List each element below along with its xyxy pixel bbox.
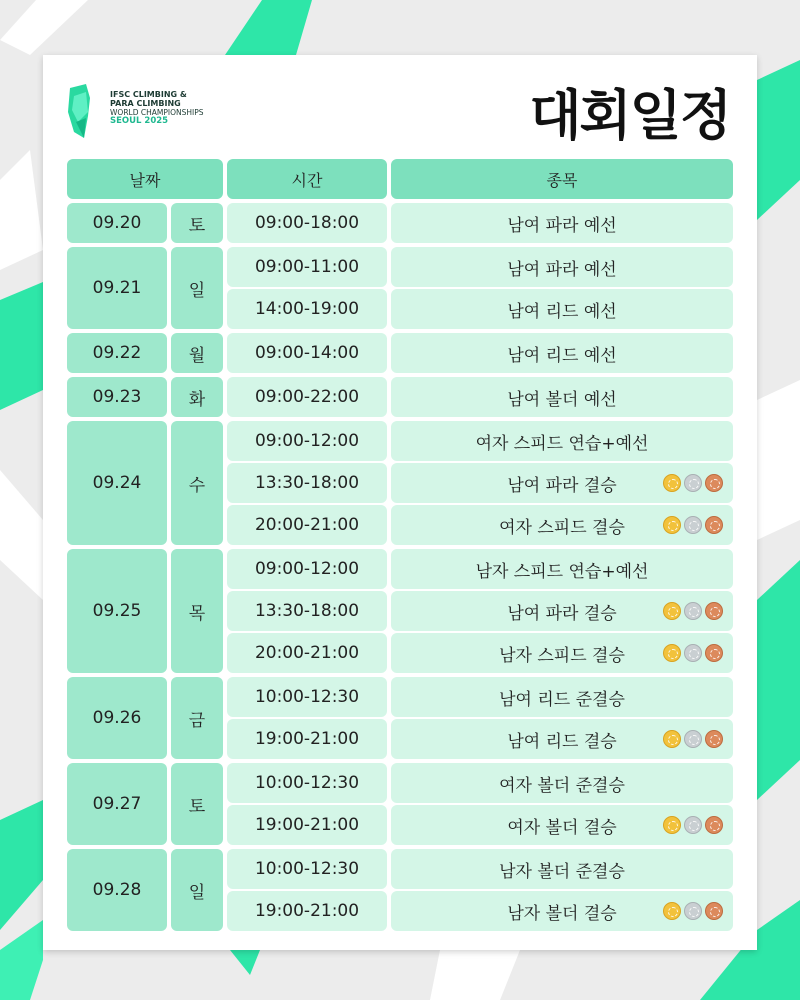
event-cell	[391, 677, 733, 717]
time-cell-text: 09:00-12:00	[254, 559, 360, 579]
date-cell	[67, 849, 167, 931]
time-cell	[227, 505, 387, 545]
time-cell	[227, 633, 387, 673]
bronze-medal-icon	[705, 730, 723, 748]
header-event: 종목	[391, 159, 733, 199]
silver-medal-icon	[684, 644, 702, 662]
date-cell-text: 09.20	[92, 213, 142, 233]
medal-icons	[663, 730, 723, 748]
event-cell	[391, 421, 733, 461]
date-cell-text: 09.21	[92, 278, 142, 298]
date-cell-text: 09.22	[92, 343, 142, 363]
bronze-medal-icon	[705, 516, 723, 534]
event-cell-text: 여자 스피드 결승	[499, 517, 625, 538]
brand-line-2: PARA CLIMBING	[110, 99, 181, 108]
weekday-cell-text: 토	[188, 215, 206, 236]
weekday-cell-text: 수	[188, 475, 206, 496]
event-cell	[391, 463, 733, 503]
weekday-cell	[171, 677, 223, 759]
event-cell-text: 여자 볼더 결승	[507, 817, 617, 838]
bronze-medal-icon	[705, 474, 723, 492]
bronze-medal-icon	[705, 816, 723, 834]
bronze-medal-icon	[705, 602, 723, 620]
time-cell	[227, 849, 387, 889]
event-cell	[391, 591, 733, 631]
event-cell-text: 남여 파라 예선	[507, 259, 617, 280]
time-cell-text: 20:00-21:00	[254, 515, 360, 535]
brand-line-1: IFSC CLIMBING &	[110, 90, 187, 99]
event-cell-text: 남여 파라 예선	[507, 215, 617, 236]
event-cell-text: 남자 스피드 결승	[499, 645, 625, 666]
date-cell	[67, 377, 167, 417]
bronze-medal-icon	[705, 644, 723, 662]
time-cell-text: 09:00-11:00	[254, 257, 360, 277]
event-cell-text: 남여 파라 결승	[507, 475, 617, 496]
date-cell-text: 09.26	[92, 708, 142, 728]
date-cell	[67, 549, 167, 673]
medal-icons	[663, 474, 723, 492]
time-cell	[227, 805, 387, 845]
weekday-cell	[171, 849, 223, 931]
event-cell	[391, 549, 733, 589]
time-cell	[227, 421, 387, 461]
time-cell	[227, 333, 387, 373]
time-cell	[227, 891, 387, 931]
gold-medal-icon	[663, 816, 681, 834]
silver-medal-icon	[684, 902, 702, 920]
brand-line-4: SEOUL 2025	[110, 116, 169, 126]
weekday-cell-text: 화	[188, 389, 206, 410]
weekday-cell-text: 월	[188, 345, 206, 366]
time-cell-text: 14:00-19:00	[254, 299, 360, 319]
event-cell	[391, 719, 733, 759]
event-cell-text: 남여 리드 예선	[507, 301, 617, 322]
event-cell	[391, 377, 733, 417]
event-cell-text: 남자 스피드 연습+예선	[475, 561, 649, 582]
date-cell	[67, 677, 167, 759]
date-cell	[67, 203, 167, 243]
weekday-cell	[171, 203, 223, 243]
weekday-cell	[171, 377, 223, 417]
date-cell	[67, 333, 167, 373]
weekday-cell	[171, 333, 223, 373]
time-cell-text: 19:00-21:00	[254, 901, 360, 921]
time-cell-text: 20:00-21:00	[254, 643, 360, 663]
weekday-cell-text: 토	[188, 796, 206, 817]
time-cell-text: 19:00-21:00	[254, 815, 360, 835]
time-cell	[227, 677, 387, 717]
date-cell	[67, 421, 167, 545]
time-cell-text: 09:00-18:00	[254, 213, 360, 233]
header-date: 날짜	[67, 159, 223, 199]
header-time: 시간	[227, 159, 387, 199]
gold-medal-icon	[663, 516, 681, 534]
medal-icons	[663, 816, 723, 834]
silver-medal-icon	[684, 602, 702, 620]
weekday-cell	[171, 421, 223, 545]
medal-icons	[663, 644, 723, 662]
date-cell	[67, 247, 167, 329]
silver-medal-icon	[684, 730, 702, 748]
event-cell-text: 남여 리드 준결승	[499, 689, 625, 710]
event-cell-text: 여자 볼더 준결승	[499, 775, 625, 796]
event-cell-text: 남자 볼더 준결승	[499, 861, 625, 882]
time-cell-text: 10:00-12:30	[254, 859, 360, 879]
weekday-cell	[171, 247, 223, 329]
gold-medal-icon	[663, 730, 681, 748]
medal-icons	[663, 516, 723, 534]
event-brand	[110, 90, 220, 126]
time-cell	[227, 289, 387, 329]
event-cell	[391, 505, 733, 545]
weekday-cell	[171, 763, 223, 845]
event-cell	[391, 203, 733, 243]
time-cell	[227, 203, 387, 243]
event-cell	[391, 849, 733, 889]
event-cell	[391, 633, 733, 673]
time-cell	[227, 763, 387, 803]
date-cell-text: 09.23	[92, 387, 142, 407]
time-cell-text: 09:00-14:00	[254, 343, 360, 363]
event-cell-text: 남자 볼더 결승	[507, 903, 617, 924]
time-cell	[227, 719, 387, 759]
time-cell	[227, 377, 387, 417]
event-cell	[391, 763, 733, 803]
event-cell	[391, 805, 733, 845]
time-cell-text: 13:30-18:00	[254, 601, 360, 621]
weekday-cell-text: 목	[188, 603, 206, 624]
page-title: 대회일정	[529, 84, 730, 147]
weekday-cell	[171, 549, 223, 673]
time-cell-text: 19:00-21:00	[254, 729, 360, 749]
event-cell	[391, 333, 733, 373]
time-cell	[227, 591, 387, 631]
time-cell-text: 10:00-12:30	[254, 773, 360, 793]
date-cell	[67, 763, 167, 845]
gold-medal-icon	[663, 602, 681, 620]
event-cell	[391, 247, 733, 287]
date-cell-text: 09.25	[92, 601, 142, 621]
weekday-cell-text: 금	[188, 710, 206, 731]
bronze-medal-icon	[705, 902, 723, 920]
event-cell-text: 남여 볼더 예선	[507, 389, 617, 410]
time-cell	[227, 463, 387, 503]
gold-medal-icon	[663, 902, 681, 920]
event-cell	[391, 289, 733, 329]
event-cell-text: 남여 리드 예선	[507, 345, 617, 366]
weekday-cell-text: 일	[188, 882, 206, 903]
gold-medal-icon	[663, 474, 681, 492]
weekday-cell-text: 일	[188, 280, 206, 301]
time-cell-text: 10:00-12:30	[254, 687, 360, 707]
date-cell-text: 09.24	[92, 473, 142, 493]
silver-medal-icon	[684, 516, 702, 534]
medal-icons	[663, 602, 723, 620]
event-cell-text: 남여 리드 결승	[507, 731, 617, 752]
silver-medal-icon	[684, 474, 702, 492]
time-cell-text: 13:30-18:00	[254, 473, 360, 493]
gold-medal-icon	[663, 644, 681, 662]
time-cell	[227, 247, 387, 287]
event-cell-text: 남여 파라 결승	[507, 603, 617, 624]
date-cell-text: 09.28	[92, 880, 142, 900]
event-cell	[391, 891, 733, 931]
date-cell-text: 09.27	[92, 794, 142, 814]
time-cell-text: 09:00-12:00	[254, 431, 360, 451]
time-cell	[227, 549, 387, 589]
time-cell-text: 09:00-22:00	[254, 387, 360, 407]
silver-medal-icon	[684, 816, 702, 834]
brand-line-3: WORLD CHAMPIONSHIPS	[110, 108, 204, 117]
medal-icons	[663, 902, 723, 920]
event-cell-text: 여자 스피드 연습+예선	[475, 433, 649, 454]
